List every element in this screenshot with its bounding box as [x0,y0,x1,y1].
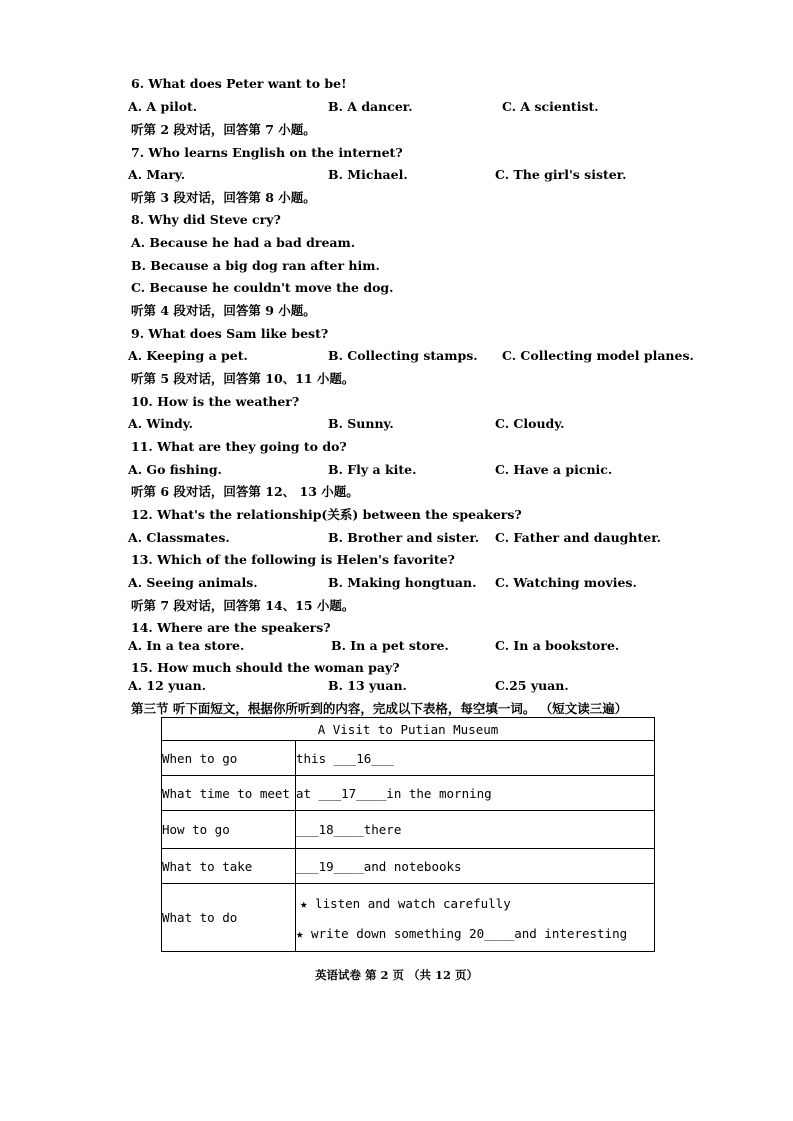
section-instruction: 听第 4 段对话，回答第 9 小题。 [131,303,316,318]
table-row [162,849,655,884]
option-b: B. Michael. [328,167,408,182]
table-row [162,741,655,776]
option-a: A. Because he had a bad dream. [131,235,356,250]
row-label: What to do [162,884,296,952]
table-row [162,884,655,952]
question-6: 6. What does Peter want to be! [131,76,347,91]
section-instruction: 听第 6 段对话，回答第 12、 13 小题。 [131,484,359,499]
row-value: at ___17____in the morning [296,776,655,811]
section-instruction: 听第 7 段对话，回答第 14、15 小题。 [131,598,355,613]
option-a: A. Mary. [128,167,186,182]
row-label: How to go [162,811,296,849]
question-13: 13. Which of the following is Helen's favorite? [131,552,455,567]
option-c: C. Have a picnic. [495,462,613,477]
row-label: What to take [162,849,296,884]
row-value: this ___16___ [296,741,655,776]
question-14: 14. Where are the speakers? [131,620,331,635]
option-c: C. In a bookstore. [495,638,620,653]
option-a: A. Windy. [128,416,193,431]
part3-heading: 第三节 听下面短文，根据你所听到的内容，完成以下表格，每空填一词。 （短文读三遍） [131,701,628,716]
option-b: B. Making hongtuan. [328,575,477,590]
question-8: 8. Why did Steve cry? [131,212,281,227]
option-b: B. Brother and sister. [328,530,480,545]
table-title: A Visit to Putian Museum [162,718,655,741]
section-instruction: 听第 2 段对话，回答第 7 小题。 [131,122,316,137]
option-b: B. 13 yuan. [328,678,407,693]
option-b: B. Collecting stamps. [328,348,478,363]
option-c: C. Watching movies. [495,575,637,590]
option-c: C.25 yuan. [495,678,569,693]
option-a: A. 12 yuan. [128,678,207,693]
todo-item: ★ listen and watch carefully [300,896,511,911]
question-12: 12. What's the relationship(关系) between the speakers? [131,507,522,522]
question-10: 10. How is the weather? [131,394,300,409]
option-c: C. Father and daughter. [495,530,662,545]
option-b: B. Because a big dog ran after him. [131,258,380,273]
option-a: A. Keeping a pet. [128,348,248,363]
question-11: 11. What are they going to do? [131,439,347,454]
row-value: ___19____and notebooks [296,849,655,884]
option-c: C. The girl's sister. [495,167,627,182]
section-instruction: 听第 5 段对话，回答第 10、11 小题。 [131,371,355,386]
museum-visit-table [161,717,655,952]
option-b: B. Sunny. [328,416,394,431]
question-7: 7. Who learns English on the internet? [131,145,403,160]
option-a: A. In a tea store. [128,638,245,653]
todo-item: ★ write down something 20____and interesting [296,926,628,941]
table-row [162,776,655,811]
option-c: C. Collecting model planes. [502,348,694,363]
row-label: What time to meet [162,776,296,811]
row-value: ___18____there [296,811,655,849]
option-b: B. Fly a kite. [328,462,417,477]
row-label: When to go [162,741,296,776]
question-15: 15. How much should the woman pay? [131,660,400,675]
option-a: A. A pilot. [128,99,198,114]
row-value [296,884,655,952]
option-b: B. In a pet store. [331,638,449,653]
option-c: C. A scientist. [502,99,599,114]
table-row [162,811,655,849]
option-a: A. Go fishing. [128,462,222,477]
question-9: 9. What does Sam like best? [131,326,329,341]
option-b: B. A dancer. [328,99,413,114]
section-instruction: 听第 3 段对话，回答第 8 小题。 [131,190,316,205]
option-c: C. Because he couldn't move the dog. [131,280,394,295]
option-a: A. Seeing animals. [128,575,258,590]
option-a: A. Classmates. [128,530,230,545]
page-footer: 英语试卷 第 2 页 （共 12 页） [314,968,479,982]
option-c: C. Cloudy. [495,416,565,431]
